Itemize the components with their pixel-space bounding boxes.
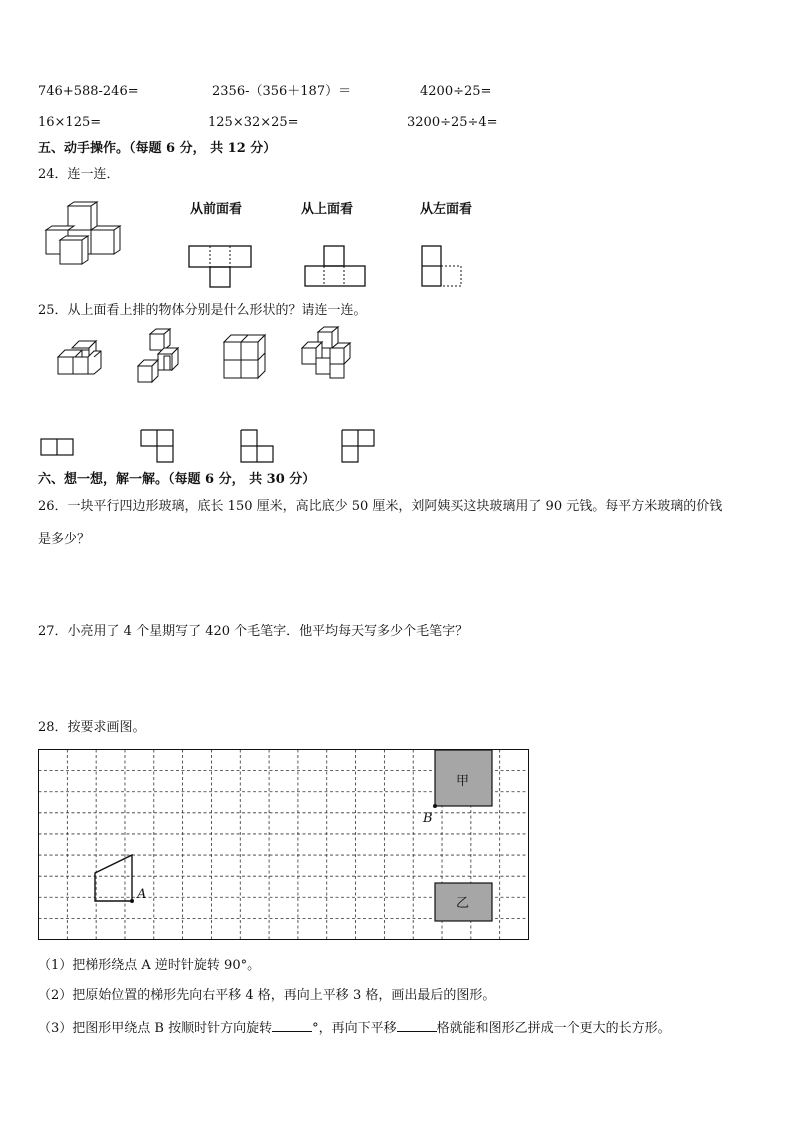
- section5-title: 五、动手操作。（每题 6 分， 共 12 分）: [38, 141, 277, 156]
- shape-yi-label: 乙: [456, 896, 470, 911]
- view-shape-top: [304, 245, 368, 289]
- q28-sub3-part2: °，再向下平移: [312, 1021, 397, 1036]
- view-shape-front: [188, 245, 254, 289]
- q26-line1: 26．一块平行四边形玻璃，底长 150 厘米，高比底少 50 厘米，刘阿姨买这块玻璃用了 90 元钱。每平方米玻璃的价钱: [38, 499, 723, 514]
- q25-figure-4: [300, 326, 354, 380]
- q28-grid: [38, 749, 530, 941]
- q25-answer-4: [341, 429, 377, 465]
- view-label-front: 从前面看: [190, 202, 243, 217]
- trapezoid: [95, 855, 132, 901]
- shape-jia-label: 甲: [456, 774, 470, 789]
- q25-answer-2: [140, 429, 176, 465]
- view-label-left: 从左面看: [420, 202, 473, 217]
- q25-figure-1: [56, 340, 106, 380]
- q28-sub2: （2）把原始位置的梯形先向右平移 4 格，再向上平移 3 格，画出最后的图形。: [38, 988, 496, 1003]
- view-label-top: 从上面看: [301, 202, 354, 217]
- q24-text: 24．连一连．: [38, 167, 120, 182]
- view-shape-left: [421, 245, 465, 289]
- blank-cells[interactable]: [397, 1019, 437, 1032]
- q25-answer-1: [40, 438, 76, 458]
- q25-figure-2: [136, 328, 192, 384]
- calc-3: 4200÷25=: [420, 84, 492, 99]
- calc-5: 125×32×25=: [208, 115, 299, 130]
- q24-cube-stack: [44, 202, 124, 268]
- blank-angle[interactable]: [272, 1019, 312, 1032]
- q28-sub3-part3: 格就能和图形乙拼成一个更大的长方形。: [436, 1021, 671, 1036]
- point-b: [433, 804, 437, 808]
- q25-figure-3: [222, 334, 270, 380]
- calc-2: 2356-（356＋187）＝: [212, 84, 352, 99]
- q28-sub1: （1）把梯形绕点 A 逆时针旋转 90°。: [38, 958, 261, 973]
- calc-4: 16×125=: [38, 115, 102, 130]
- point-a: [130, 899, 134, 903]
- calc-6: 3200÷25÷4=: [407, 115, 498, 130]
- point-b-label: B: [423, 811, 433, 826]
- section6-title: 六、想一想，解一解。（每题 6 分， 共 30 分）: [38, 472, 316, 487]
- point-a-label: A: [137, 887, 147, 902]
- q26-line2: 是多少？: [38, 532, 91, 547]
- q28-text: 28．按要求画图。: [38, 720, 146, 735]
- q28-sub3-part1: （3）把图形甲绕点 B 按顺时针方向旋转: [38, 1021, 273, 1036]
- q25-text: 25．从上面看上排的物体分别是什么形状的？请连一连。: [38, 303, 367, 318]
- q25-answer-3: [240, 429, 276, 465]
- q28-sub3: [38, 1019, 671, 1037]
- calc-1: 746+588-246=: [38, 84, 139, 99]
- q27-text: 27．小亮用了 4 个星期写了 420 个毛笔字．他平均每天写多少个毛笔字？: [38, 624, 469, 639]
